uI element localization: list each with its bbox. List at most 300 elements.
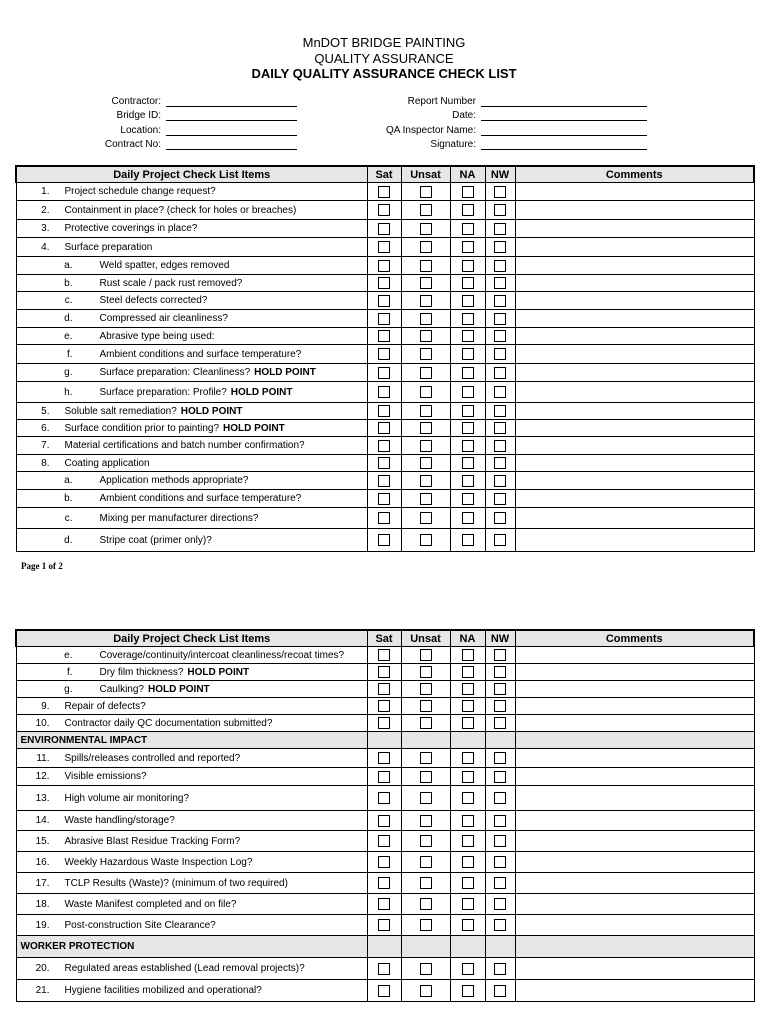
unsat-checkbox[interactable] xyxy=(420,898,432,910)
table-row xyxy=(16,310,754,328)
item-text: Surface preparation xyxy=(64,241,153,253)
nw-cell xyxy=(485,437,515,455)
na-checkbox[interactable] xyxy=(462,204,474,216)
nw-checkbox[interactable] xyxy=(494,856,506,868)
na-checkbox[interactable] xyxy=(462,367,474,379)
unsat-checkbox[interactable] xyxy=(420,313,432,325)
na-cell xyxy=(450,958,485,980)
sat-checkbox[interactable] xyxy=(378,241,390,253)
na-cell xyxy=(450,915,485,936)
sat-cell xyxy=(367,437,401,455)
nw-checkbox[interactable] xyxy=(494,534,506,546)
na-checkbox[interactable] xyxy=(462,717,474,729)
sat-checkbox[interactable] xyxy=(378,457,390,469)
section-blank-cell xyxy=(401,732,450,749)
nw-checkbox[interactable] xyxy=(494,223,506,235)
section-title: WORKER PROTECTION xyxy=(16,936,367,958)
check-item xyxy=(16,852,367,873)
unsat-checkbox[interactable] xyxy=(420,877,432,889)
comments-cell[interactable] xyxy=(515,345,754,364)
unsat-checkbox[interactable] xyxy=(420,330,432,342)
na-checkbox[interactable] xyxy=(462,512,474,524)
nw-checkbox[interactable] xyxy=(494,277,506,289)
table-row xyxy=(16,328,754,345)
item-text: Material certifications and batch number confirmation? xyxy=(64,440,305,451)
nw-checkbox[interactable] xyxy=(494,771,506,783)
unsat-checkbox[interactable] xyxy=(420,223,432,235)
item-text: Surface preparation: Profile? xyxy=(99,386,227,398)
sat-checkbox[interactable] xyxy=(378,856,390,868)
na-checkbox[interactable] xyxy=(462,985,474,997)
nw-checkbox[interactable] xyxy=(494,204,506,216)
section-blank-cell xyxy=(485,936,515,958)
sat-checkbox[interactable] xyxy=(378,313,390,325)
comments-cell[interactable] xyxy=(515,698,754,715)
sat-checkbox[interactable] xyxy=(378,440,390,452)
sat-checkbox[interactable] xyxy=(378,771,390,783)
table-row xyxy=(16,238,754,257)
section-blank-cell xyxy=(367,936,401,958)
sat-checkbox[interactable] xyxy=(378,877,390,889)
sat-checkbox[interactable] xyxy=(378,204,390,216)
na-cell xyxy=(450,698,485,715)
item-text: Weekly Hazardous Waste Inspection Log? xyxy=(64,856,253,868)
comments-cell[interactable] xyxy=(515,958,754,980)
table-row xyxy=(16,472,754,490)
na-checkbox[interactable] xyxy=(462,475,474,487)
table-row xyxy=(16,980,754,1002)
sat-cell xyxy=(367,238,401,257)
sat-checkbox[interactable] xyxy=(378,792,390,804)
unsat-checkbox[interactable] xyxy=(420,386,432,398)
na-checkbox[interactable] xyxy=(462,313,474,325)
nw-checkbox[interactable] xyxy=(494,422,506,434)
item-text: Surface condition prior to painting? xyxy=(64,422,220,434)
nw-checkbox[interactable] xyxy=(494,440,506,452)
na-checkbox[interactable] xyxy=(462,752,474,764)
col-header-comments: Comments xyxy=(515,630,754,647)
unsat-checkbox[interactable] xyxy=(420,260,432,272)
comments-cell[interactable] xyxy=(515,183,754,201)
sat-checkbox[interactable] xyxy=(378,963,390,975)
sat-checkbox[interactable] xyxy=(378,367,390,379)
unsat-cell xyxy=(401,220,450,238)
section-blank-cell xyxy=(450,936,485,958)
nw-checkbox[interactable] xyxy=(494,457,506,469)
doc-title-line2: QUALITY ASSURANCE xyxy=(314,51,454,66)
na-checkbox[interactable] xyxy=(462,422,474,434)
unsat-checkbox[interactable] xyxy=(420,534,432,546)
comments-cell[interactable] xyxy=(515,786,754,811)
item-text: Coating application xyxy=(64,457,150,469)
unsat-checkbox[interactable] xyxy=(420,493,432,505)
nw-checkbox[interactable] xyxy=(494,493,506,505)
nw-checkbox[interactable] xyxy=(494,752,506,764)
nw-cell xyxy=(485,472,515,490)
nw-checkbox[interactable] xyxy=(494,877,506,889)
nw-checkbox[interactable] xyxy=(494,649,506,661)
comments-cell[interactable] xyxy=(515,529,754,552)
unsat-cell xyxy=(401,328,450,345)
comments-cell[interactable] xyxy=(515,328,754,345)
nw-checkbox[interactable] xyxy=(494,313,506,325)
comments-cell[interactable] xyxy=(515,403,754,420)
unsat-checkbox[interactable] xyxy=(420,666,432,678)
nw-checkbox[interactable] xyxy=(494,792,506,804)
unsat-checkbox[interactable] xyxy=(420,771,432,783)
unsat-checkbox[interactable] xyxy=(420,512,432,524)
unsat-checkbox[interactable] xyxy=(420,457,432,469)
unsat-cell xyxy=(401,768,450,786)
na-checkbox[interactable] xyxy=(462,186,474,198)
comments-cell[interactable] xyxy=(515,715,754,732)
item-marker: 13. xyxy=(35,792,50,804)
check-item xyxy=(16,201,367,220)
na-checkbox[interactable] xyxy=(462,440,474,452)
item-text: Ambient conditions and surface temperature? xyxy=(99,493,302,504)
sat-checkbox[interactable] xyxy=(378,752,390,764)
item-marker: a. xyxy=(64,475,73,486)
nw-cell xyxy=(485,382,515,403)
sat-checkbox[interactable] xyxy=(378,898,390,910)
item-text: Contractor daily QC documentation submitted? xyxy=(64,717,273,729)
nw-checkbox[interactable] xyxy=(494,260,506,272)
sat-checkbox[interactable] xyxy=(378,512,390,524)
na-checkbox[interactable] xyxy=(462,700,474,712)
item-marker: 15. xyxy=(35,835,50,847)
nw-checkbox[interactable] xyxy=(494,512,506,524)
nw-checkbox[interactable] xyxy=(494,985,506,997)
sat-checkbox[interactable] xyxy=(378,277,390,289)
comments-cell[interactable] xyxy=(515,472,754,490)
comments-cell[interactable] xyxy=(515,310,754,328)
sat-checkbox[interactable] xyxy=(378,700,390,712)
nw-checkbox[interactable] xyxy=(494,367,506,379)
sat-checkbox[interactable] xyxy=(378,330,390,342)
sat-checkbox[interactable] xyxy=(378,422,390,434)
item-text: Spills/releases controlled and reported? xyxy=(64,752,241,764)
unsat-checkbox[interactable] xyxy=(420,367,432,379)
comments-cell[interactable] xyxy=(515,873,754,894)
comments-cell[interactable] xyxy=(515,201,754,220)
sat-checkbox[interactable] xyxy=(378,186,390,198)
col-header-unsat: Unsat xyxy=(401,166,450,183)
na-checkbox[interactable] xyxy=(462,815,474,827)
nw-checkbox[interactable] xyxy=(494,295,506,307)
nw-checkbox[interactable] xyxy=(494,475,506,487)
nw-cell xyxy=(485,915,515,936)
item-marker: 21. xyxy=(35,985,50,996)
na-checkbox[interactable] xyxy=(462,649,474,661)
table-row xyxy=(16,915,754,936)
sat-cell xyxy=(367,345,401,364)
na-checkbox[interactable] xyxy=(462,963,474,975)
check-item xyxy=(16,183,367,201)
nw-cell xyxy=(485,664,515,681)
unsat-checkbox[interactable] xyxy=(420,792,432,804)
nw-checkbox[interactable] xyxy=(494,683,506,695)
unsat-checkbox[interactable] xyxy=(420,422,432,434)
comments-cell[interactable] xyxy=(515,894,754,915)
right-field-input-line[interactable] xyxy=(481,96,647,107)
item-text: Regulated areas established (Lead removal projects)? xyxy=(64,963,305,974)
item-marker: 19. xyxy=(35,919,50,931)
item-text: TCLP Results (Waste)? (minimum of two required) xyxy=(64,877,288,889)
na-checkbox[interactable] xyxy=(462,260,474,272)
sat-checkbox[interactable] xyxy=(378,295,390,307)
na-checkbox[interactable] xyxy=(462,877,474,889)
right-field-input-line[interactable] xyxy=(481,110,647,121)
sat-checkbox[interactable] xyxy=(378,717,390,729)
check-item xyxy=(16,958,367,980)
comments-cell[interactable] xyxy=(515,437,754,455)
table-row xyxy=(16,220,754,238)
nw-checkbox[interactable] xyxy=(494,919,506,931)
comments-cell[interactable] xyxy=(515,681,754,698)
sat-cell xyxy=(367,472,401,490)
unsat-checkbox[interactable] xyxy=(420,649,432,661)
comments-cell[interactable] xyxy=(515,831,754,852)
comments-cell[interactable] xyxy=(515,664,754,681)
na-cell xyxy=(450,508,485,529)
na-checkbox[interactable] xyxy=(462,277,474,289)
sat-checkbox[interactable] xyxy=(378,985,390,997)
unsat-checkbox[interactable] xyxy=(420,815,432,827)
unsat-checkbox[interactable] xyxy=(420,475,432,487)
comments-cell[interactable] xyxy=(515,382,754,403)
unsat-checkbox[interactable] xyxy=(420,204,432,216)
right-field-input-line[interactable] xyxy=(481,125,647,136)
sat-cell xyxy=(367,852,401,873)
item-text: Visible emissions? xyxy=(64,771,147,782)
unsat-cell xyxy=(401,873,450,894)
check-item xyxy=(16,292,367,310)
comments-cell[interactable] xyxy=(515,292,754,310)
check-item xyxy=(16,455,367,472)
sat-checkbox[interactable] xyxy=(378,405,390,417)
unsat-checkbox[interactable] xyxy=(420,700,432,712)
sat-checkbox[interactable] xyxy=(378,386,390,398)
comments-cell[interactable] xyxy=(515,257,754,275)
comments-cell[interactable] xyxy=(515,275,754,292)
na-cell xyxy=(450,275,485,292)
na-checkbox[interactable] xyxy=(462,792,474,804)
na-checkbox[interactable] xyxy=(462,493,474,505)
unsat-checkbox[interactable] xyxy=(420,241,432,253)
na-cell xyxy=(450,455,485,472)
nw-checkbox[interactable] xyxy=(494,186,506,198)
nw-checkbox[interactable] xyxy=(494,386,506,398)
item-marker: 17. xyxy=(35,877,50,889)
sat-checkbox[interactable] xyxy=(378,260,390,272)
nw-cell xyxy=(485,328,515,345)
na-checkbox[interactable] xyxy=(462,919,474,931)
nw-cell xyxy=(485,183,515,201)
item-marker: b. xyxy=(64,277,73,289)
sat-cell xyxy=(367,715,401,732)
comments-cell[interactable] xyxy=(515,768,754,786)
unsat-cell xyxy=(401,811,450,831)
nw-checkbox[interactable] xyxy=(494,348,506,360)
left-field-label: Contractor: xyxy=(111,96,161,107)
na-cell xyxy=(450,382,485,403)
na-checkbox[interactable] xyxy=(462,534,474,546)
unsat-cell xyxy=(401,664,450,681)
nw-checkbox[interactable] xyxy=(494,963,506,975)
check-item xyxy=(16,220,367,238)
unsat-checkbox[interactable] xyxy=(420,752,432,764)
comments-cell[interactable] xyxy=(515,852,754,873)
unsat-checkbox[interactable] xyxy=(420,717,432,729)
unsat-checkbox[interactable] xyxy=(420,186,432,198)
item-marker: d. xyxy=(64,313,73,324)
item-text: Post-construction Site Clearance? xyxy=(64,919,216,931)
na-checkbox[interactable] xyxy=(462,330,474,342)
sat-cell xyxy=(367,811,401,831)
table-row xyxy=(16,257,754,275)
nw-checkbox[interactable] xyxy=(494,717,506,729)
item-marker: f. xyxy=(66,666,73,678)
unsat-cell xyxy=(401,698,450,715)
check-item xyxy=(16,472,367,490)
item-marker: c. xyxy=(64,512,73,524)
comments-cell[interactable] xyxy=(515,647,754,664)
na-checkbox[interactable] xyxy=(462,898,474,910)
sat-checkbox[interactable] xyxy=(378,348,390,360)
na-checkbox[interactable] xyxy=(462,386,474,398)
na-cell xyxy=(450,647,485,664)
checklist-table-page2 xyxy=(15,629,755,1002)
sat-checkbox[interactable] xyxy=(378,534,390,546)
unsat-cell xyxy=(401,292,450,310)
unsat-checkbox[interactable] xyxy=(420,963,432,975)
sat-checkbox[interactable] xyxy=(378,493,390,505)
na-checkbox[interactable] xyxy=(462,457,474,469)
na-checkbox[interactable] xyxy=(462,241,474,253)
unsat-checkbox[interactable] xyxy=(420,295,432,307)
comments-cell[interactable] xyxy=(515,490,754,508)
nw-cell xyxy=(485,698,515,715)
comments-cell[interactable] xyxy=(515,508,754,529)
comments-cell[interactable] xyxy=(515,238,754,257)
comments-cell[interactable] xyxy=(515,811,754,831)
table-row xyxy=(16,698,754,715)
na-checkbox[interactable] xyxy=(462,295,474,307)
na-checkbox[interactable] xyxy=(462,348,474,360)
nw-cell xyxy=(485,852,515,873)
sat-checkbox[interactable] xyxy=(378,223,390,235)
sat-cell xyxy=(367,831,401,852)
comments-cell[interactable] xyxy=(515,220,754,238)
nw-cell xyxy=(485,749,515,768)
nw-checkbox[interactable] xyxy=(494,330,506,342)
sat-cell xyxy=(367,403,401,420)
nw-checkbox[interactable] xyxy=(494,815,506,827)
na-checkbox[interactable] xyxy=(462,771,474,783)
na-checkbox[interactable] xyxy=(462,683,474,695)
na-checkbox[interactable] xyxy=(462,835,474,847)
check-item xyxy=(16,698,367,715)
table-row xyxy=(16,382,754,403)
unsat-checkbox[interactable] xyxy=(420,835,432,847)
check-item xyxy=(16,715,367,732)
check-item xyxy=(16,831,367,852)
sat-checkbox[interactable] xyxy=(378,649,390,661)
sat-cell xyxy=(367,292,401,310)
na-checkbox[interactable] xyxy=(462,223,474,235)
nw-cell xyxy=(485,873,515,894)
unsat-checkbox[interactable] xyxy=(420,985,432,997)
nw-checkbox[interactable] xyxy=(494,405,506,417)
unsat-checkbox[interactable] xyxy=(420,919,432,931)
sat-cell xyxy=(367,980,401,1002)
comments-cell[interactable] xyxy=(515,980,754,1002)
na-cell xyxy=(450,257,485,275)
na-cell xyxy=(450,664,485,681)
sat-cell xyxy=(367,382,401,403)
na-cell xyxy=(450,894,485,915)
comments-cell[interactable] xyxy=(515,420,754,437)
na-checkbox[interactable] xyxy=(462,856,474,868)
unsat-checkbox[interactable] xyxy=(420,856,432,868)
na-cell xyxy=(450,811,485,831)
sat-checkbox[interactable] xyxy=(378,683,390,695)
comments-cell[interactable] xyxy=(515,364,754,382)
nw-checkbox[interactable] xyxy=(494,835,506,847)
col-header-sat: Sat xyxy=(367,166,401,183)
item-marker: 7. xyxy=(41,440,50,451)
item-text: Ambient conditions and surface temperature? xyxy=(99,348,302,360)
nw-checkbox[interactable] xyxy=(494,241,506,253)
nw-checkbox[interactable] xyxy=(494,898,506,910)
nw-cell xyxy=(485,529,515,552)
na-checkbox[interactable] xyxy=(462,666,474,678)
comments-cell[interactable] xyxy=(515,455,754,472)
unsat-checkbox[interactable] xyxy=(420,277,432,289)
unsat-checkbox[interactable] xyxy=(420,440,432,452)
sat-checkbox[interactable] xyxy=(378,919,390,931)
hold-point-label: HOLD POINT xyxy=(223,422,285,434)
right-field-input-line[interactable] xyxy=(481,139,647,150)
left-field-label: Location: xyxy=(120,125,161,136)
table-row xyxy=(16,873,754,894)
sat-checkbox[interactable] xyxy=(378,666,390,678)
sat-checkbox[interactable] xyxy=(378,835,390,847)
na-cell xyxy=(450,980,485,1002)
nw-checkbox[interactable] xyxy=(494,666,506,678)
left-field-label: Contract No: xyxy=(104,139,161,150)
unsat-checkbox[interactable] xyxy=(420,405,432,417)
unsat-cell xyxy=(401,831,450,852)
unsat-cell xyxy=(401,420,450,437)
item-marker: 4. xyxy=(41,241,50,253)
unsat-checkbox[interactable] xyxy=(420,348,432,360)
sat-checkbox[interactable] xyxy=(378,475,390,487)
unsat-checkbox[interactable] xyxy=(420,683,432,695)
na-cell xyxy=(450,873,485,894)
nw-cell xyxy=(485,715,515,732)
comments-cell[interactable] xyxy=(515,915,754,936)
section-blank-cell xyxy=(515,936,754,958)
comments-cell[interactable] xyxy=(515,749,754,768)
check-item xyxy=(16,238,367,257)
na-checkbox[interactable] xyxy=(462,405,474,417)
unsat-cell xyxy=(401,529,450,552)
nw-checkbox[interactable] xyxy=(494,700,506,712)
nw-cell xyxy=(485,958,515,980)
sat-checkbox[interactable] xyxy=(378,815,390,827)
col-header-comments: Comments xyxy=(515,166,754,183)
